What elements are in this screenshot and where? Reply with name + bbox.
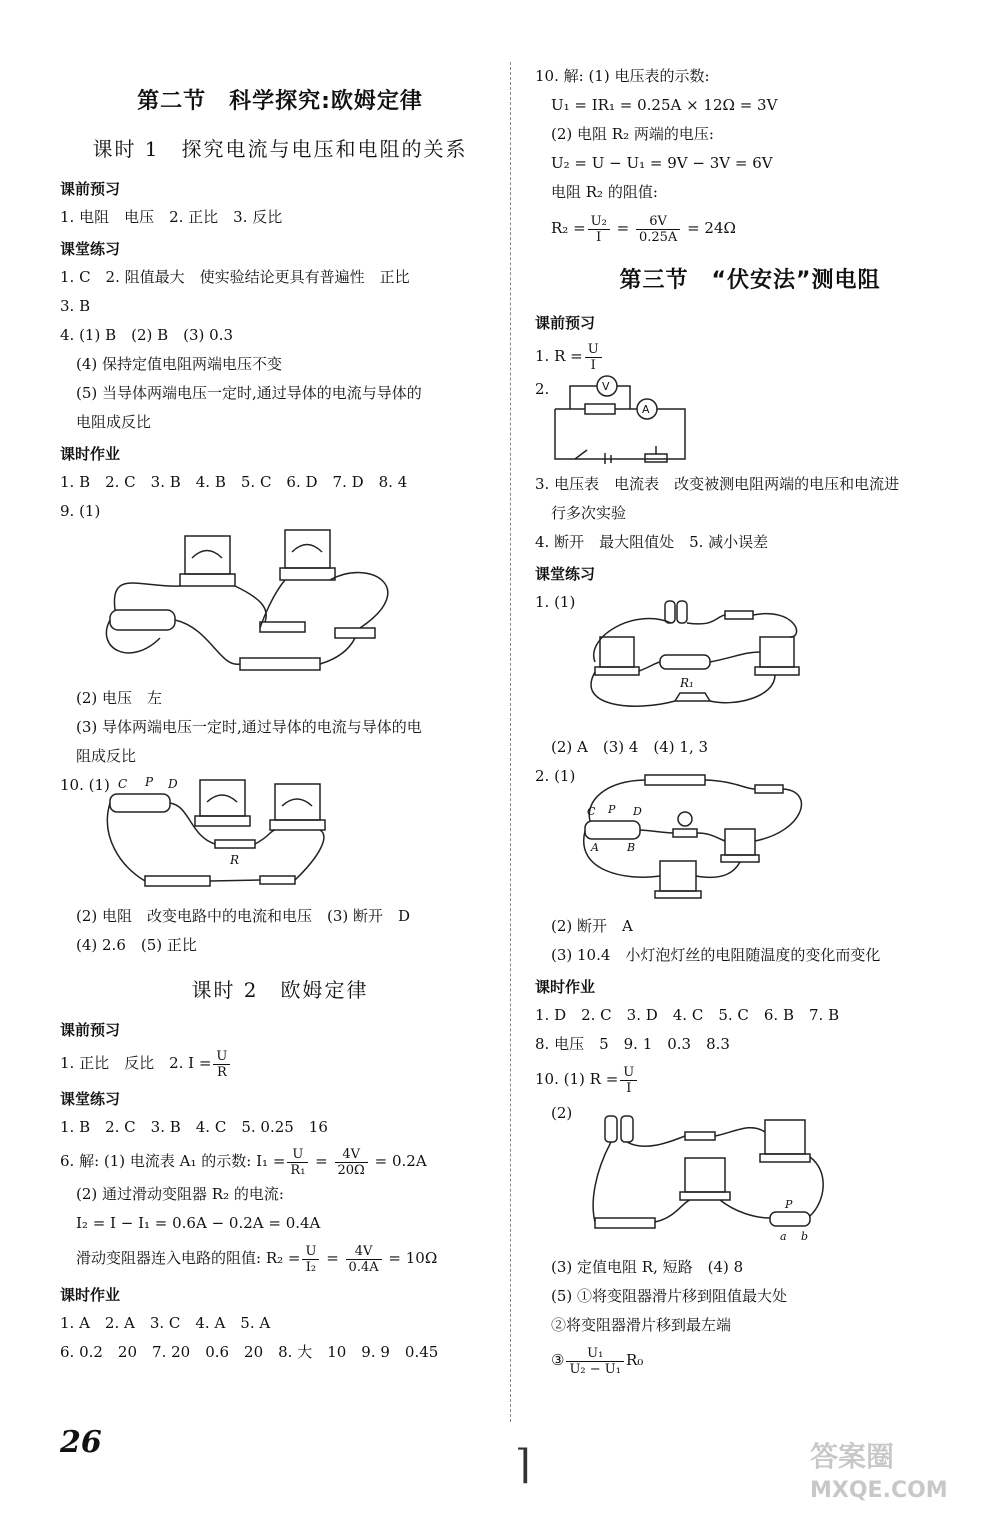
s3-h10-last-frac — [566, 1346, 624, 1377]
section2-title: 第二节 科学探究:欧姆定律 — [137, 89, 423, 114]
s3-h10-frac — [620, 1065, 637, 1096]
r-q10-line: U₂ = U − U₁ = 9V − 3V = 6V — [551, 154, 773, 172]
l1-class-head: 课堂练习 — [60, 240, 121, 258]
c2-label-c: C — [587, 805, 596, 818]
circuit-figure-10 — [100, 776, 500, 896]
frac-num: U₂ — [588, 214, 610, 230]
l1-q9-line: 阻成反比 — [76, 747, 137, 765]
h10-label-b: b — [801, 1230, 809, 1243]
l1-hw-line: 9. (1) — [60, 502, 101, 520]
l2-preview-frac — [213, 1049, 230, 1080]
s3-p1-text: 1. R = — [535, 347, 583, 365]
s3-preview-line: 行多次实验 — [551, 504, 627, 522]
s3-h10-last-line — [535, 1340, 965, 1380]
frac-num: 4V — [335, 1147, 368, 1163]
watermark-url: MXQE.COM — [810, 1478, 948, 1503]
lesson2-title: 课时 2 欧姆定律 — [191, 978, 369, 1002]
s3-h10-line — [535, 1059, 965, 1099]
h10-label-p: P — [785, 1198, 793, 1211]
watermark-text: 答案圈 — [810, 1440, 895, 1473]
fig10-label-d: D — [168, 777, 178, 791]
c2-label-d: D — [633, 805, 642, 818]
l1-q9-line: (3) 导体两端电压一定时,通过导体的电流与导体的电 — [76, 718, 422, 736]
frac-den: 0.4A — [348, 1259, 379, 1275]
circuit-figure-9 — [100, 528, 500, 678]
binding-mark: ⌉ — [515, 1442, 531, 1488]
q6-last-result: = 10Ω — [388, 1249, 438, 1267]
r-q10-frac2 — [636, 214, 680, 245]
s3-h10-text: 10. (1) R = — [535, 1070, 619, 1088]
l2-class-head: 课堂练习 — [60, 1090, 121, 1108]
s3-preview-line: 3. 电压表 电流表 改变被测电阻两端的电压和电流进 — [535, 475, 900, 493]
circuit-diagram-p2 — [545, 374, 965, 464]
l1-class-line: 电阻成反比 — [76, 413, 152, 431]
frac-den: U₂ − U₁ — [569, 1361, 621, 1377]
l1-class-line: (4) 保持定值电阻两端电压不变 — [76, 355, 283, 373]
s3-c1-answer: (2) A (3) 4 (4) 1, 3 — [551, 738, 709, 756]
r-q10-line: U₁ = IR₁ = 0.25A × 12Ω = 3V — [551, 96, 778, 114]
l1-preview-head: 课前预习 — [60, 180, 121, 198]
frac-den: I — [590, 357, 596, 373]
circuit-figure-h10 — [575, 1112, 965, 1247]
s3-p1-frac — [585, 342, 602, 373]
q6-result: = 0.2A — [374, 1152, 427, 1170]
l2-q6-line: (2) 通过滑动变阻器 R₂ 的电流: — [76, 1185, 284, 1203]
l1-q10-head: 10. (1) — [60, 776, 110, 794]
section3-title: 第三节 “伏安法”测电阻 — [619, 268, 881, 293]
s3-class-head: 课堂练习 — [535, 565, 596, 583]
s3-h10-line: (5) ①将变阻器滑片移到阻值最大处 — [551, 1287, 788, 1305]
frac-den: 20Ω — [337, 1162, 365, 1178]
l1-class-line: 1. C 2. 阻值最大 使实验结论更具有普遍性 正比 — [60, 268, 410, 286]
l1-hw-line: 1. B 2. C 3. B 4. B 5. C 6. D 7. D 8. 4 — [60, 473, 408, 491]
fig10-label-p: P — [145, 776, 154, 789]
l2-preview-head: 课前预习 — [60, 1021, 121, 1039]
l1-hw-head: 课时作业 — [60, 445, 121, 463]
frac-num: U — [302, 1244, 319, 1260]
l2-q6-last-line: 滑动变阻器连入电路的阻值: R₂ = $\frac{U}{\text{I₂}}$ = $\frac{4V}{0.4A}$ = 10Ω — [76, 1243, 438, 1275]
l1-class-line: 4. (1) B (2) B (3) 0.3 — [60, 326, 234, 344]
circuit-figure-c1 — [575, 597, 965, 727]
s3-preview-line: 4. 断开 最大阻值处 5. 减小误差 — [535, 533, 769, 551]
frac-num: 6V — [636, 214, 680, 230]
frac-den: 0.25A — [638, 229, 678, 245]
q6-frac1 — [287, 1147, 308, 1178]
s3-preview-head: 课前预习 — [535, 314, 596, 332]
r-q10-frac1 — [588, 214, 610, 245]
c2-label-p: P — [608, 803, 616, 816]
q6-last-frac1 — [302, 1244, 319, 1275]
l1-q9-line: (2) 电压 左 — [76, 689, 163, 707]
column-divider — [510, 62, 511, 1422]
s3-h10-last-prefix: ③ — [551, 1351, 565, 1369]
s3-p1-line — [535, 337, 965, 375]
l1-class-line: 3. B — [60, 297, 91, 315]
s3-h10-line: ②将变阻器滑片移到最左端 — [551, 1316, 732, 1334]
frac-num: U — [213, 1049, 230, 1065]
s3-c2-label: 2. (1) — [535, 767, 576, 785]
c2-label-a: A — [591, 841, 599, 854]
r-q10-last-text: R₂ = — [551, 219, 586, 237]
frac-den: I — [596, 229, 602, 245]
s3-h10-line: (3) 定值电阻 R, 短路 (4) 8 — [551, 1258, 744, 1276]
watermark-logo — [810, 1440, 948, 1508]
frac-den: I — [626, 1080, 632, 1096]
q6-last-text: 滑动变阻器连入电路的阻值: R₂ = — [76, 1249, 301, 1267]
l1-preview-line: 1. 电阻 电压 2. 正比 3. 反比 — [60, 208, 283, 226]
left-column — [60, 62, 500, 1367]
s3-hw-head: 课时作业 — [535, 978, 596, 996]
l2-class-line: 1. B 2. C 3. B 4. C 5. 0.25 16 — [60, 1118, 328, 1136]
fig10-label-r: R — [230, 853, 240, 867]
frac-num: U — [620, 1065, 637, 1081]
q6-frac2 — [335, 1147, 368, 1178]
frac-num: U — [585, 342, 602, 358]
l2-hw-line: 1. A 2. A 3. C 4. A 5. A — [60, 1314, 271, 1332]
l1-q10-line: (4) 2.6 (5) 正比 — [76, 936, 197, 954]
l2-q6-line: 6. 解: (1) 电流表 A₁ 的示数: I₁ = $\frac{U}{\text{R₁}}$ = $\frac{4V}{20\Omega}$ = 0.2A — [60, 1146, 427, 1178]
l1-q10-line: (2) 电阻 改变电路中的电流和电压 (3) 断开 D — [76, 907, 411, 925]
s3-c2-answer: (3) 10.4 小灯泡灯丝的电阻随温度的变化而变化 — [551, 946, 881, 964]
p2-voltmeter-label: V — [602, 380, 610, 393]
r-q10-line: (2) 电阻 R₂ 两端的电压: — [551, 125, 714, 143]
frac-num: U₁ — [566, 1346, 624, 1362]
lesson1-title: 课时 1 探究电流与电压和电阻的关系 — [92, 137, 468, 161]
l2-preview-line — [60, 1044, 500, 1082]
r-q10-line: 电阻 R₂ 的阻值: — [551, 183, 658, 201]
p2-ammeter-label: A — [642, 403, 650, 416]
s3-c2-answer: (2) 断开 A — [551, 917, 633, 935]
l2-hw-head: 课时作业 — [60, 1286, 121, 1304]
q6-last-frac2 — [346, 1244, 382, 1275]
s3-p2-label: 2. — [535, 380, 550, 398]
s3-hw-line: 1. D 2. C 3. D 4. C 5. C 6. B 7. B — [535, 1006, 840, 1024]
s3-hw-line: 8. 电压 5 9. 1 0.3 8.3 — [535, 1035, 730, 1053]
l2-hw-line: 6. 0.2 20 7. 20 0.6 20 8. 大 10 9. 9 0.45 — [60, 1343, 439, 1361]
s3-c1-label: 1. (1) — [535, 593, 576, 611]
frac-num: U — [287, 1147, 308, 1163]
frac-num: 4V — [346, 1244, 382, 1260]
frac-den: R₁ — [290, 1162, 306, 1178]
r-q10-last-result: = 24Ω — [687, 219, 736, 237]
frac-den: I₂ — [305, 1259, 317, 1275]
r-q10-last-line: R₂ = $\frac{\text{U₂}}{I}$ = $\frac{6V}{0.25A}$ = 24Ω — [551, 213, 736, 245]
fig10-label-c: C — [118, 777, 128, 791]
s3-h10-part2-label: (2) — [551, 1104, 573, 1122]
c2-label-b: B — [627, 841, 636, 854]
page-number: 26 — [60, 1425, 102, 1460]
l2-preview-text: 1. 正比 反比 2. I = — [60, 1054, 212, 1072]
h10-label-a: a — [780, 1230, 787, 1243]
l1-class-line: (5) 当导体两端电压一定时,通过导体的电流与导体的 — [76, 384, 422, 402]
q6-text: 6. 解: (1) 电流表 A₁ 的示数: I₁ = — [60, 1152, 286, 1170]
frac-den: R — [217, 1064, 227, 1080]
r-q10-line: 10. 解: (1) 电压表的示数: — [535, 67, 710, 85]
circuit-figure-c2 — [575, 771, 965, 906]
right-column — [535, 62, 965, 1380]
s3-h10-last-suffix: R₀ — [625, 1351, 644, 1369]
l2-q6-line: I₂ = I − I₁ = 0.6A − 0.2A = 0.4A — [76, 1214, 321, 1232]
c1-label-r1: R₁ — [680, 676, 694, 690]
